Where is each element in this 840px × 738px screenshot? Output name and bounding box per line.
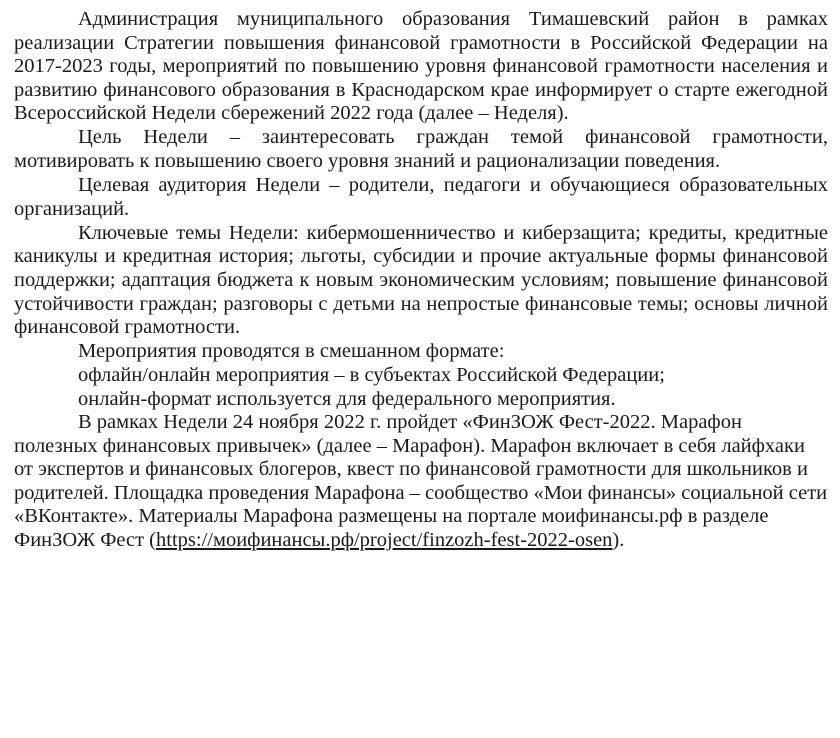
format-line-heading: Мероприятия проводятся в смешанном формате: [78, 340, 505, 363]
paragraph-audience: Целевая аудитория Недели – родители, педагоги и обучающиеся образовательных организаций. [14, 174, 828, 220]
paragraph-intro: Администрация муниципального образования Тимашевский район в рамках реализации Стратегии повышения финансовой грамотности в Российской Федерации на 2017-2023 годы, мероприятий по повышению уровня финансовой грамотности населения и развитию финансового образования в Краснодарском крае информирует о старте ежегодной Всероссийской Недели сбережений 2022 года (далее – Неделя). [14, 8, 828, 125]
format-line-offline: офлайн/онлайн мероприятия – в субъектах Российской Федерации; [78, 363, 665, 386]
marathon-tail: ). [612, 529, 625, 552]
format-line-online: онлайн-формат используется для федерального мероприятия. [78, 387, 616, 410]
paragraph-marathon [14, 411, 828, 553]
marathon-text: В рамках Недели 24 ноября 2022 г. пройдет «ФинЗОЖ Фест-2022. Марафон полезных финансовых привычек» (далее – Марафон). Марафон включает в себя лайфхаки от экспертов и финансовых блогеров, квест по финансовой грамотности для школьников и родителей. Площадка проведения Марафона – сообщество «Мои финансы» социальной сети «ВКонтакте». Материалы Марафона размещены на портале моифинансы.рф в разделе ФинЗОЖ Фест ( [14, 411, 828, 552]
finzozh-fest-link[interactable]: https://моифинансы.рф/project/finzozh-fest-2022-osen [156, 529, 613, 552]
paragraph-goal: Цель Недели – заинтересовать граждан темой финансовой грамотности, мотивировать к повышению своего уровня знаний и рационализации поведения. [14, 126, 828, 173]
paragraph-topics: Ключевые темы Недели: кибермошенничество и киберзащита; кредиты, кредитные каникулы и кредитная история; льготы, субсидии и прочие актуальные формы финансовой поддержки; адаптация бюджета к новым экономическим условиям; повышение финансовой устойчивости граждан; разговоры с детьми на непростые финансовые темы; основы личной финансовой грамотности. [14, 221, 828, 339]
